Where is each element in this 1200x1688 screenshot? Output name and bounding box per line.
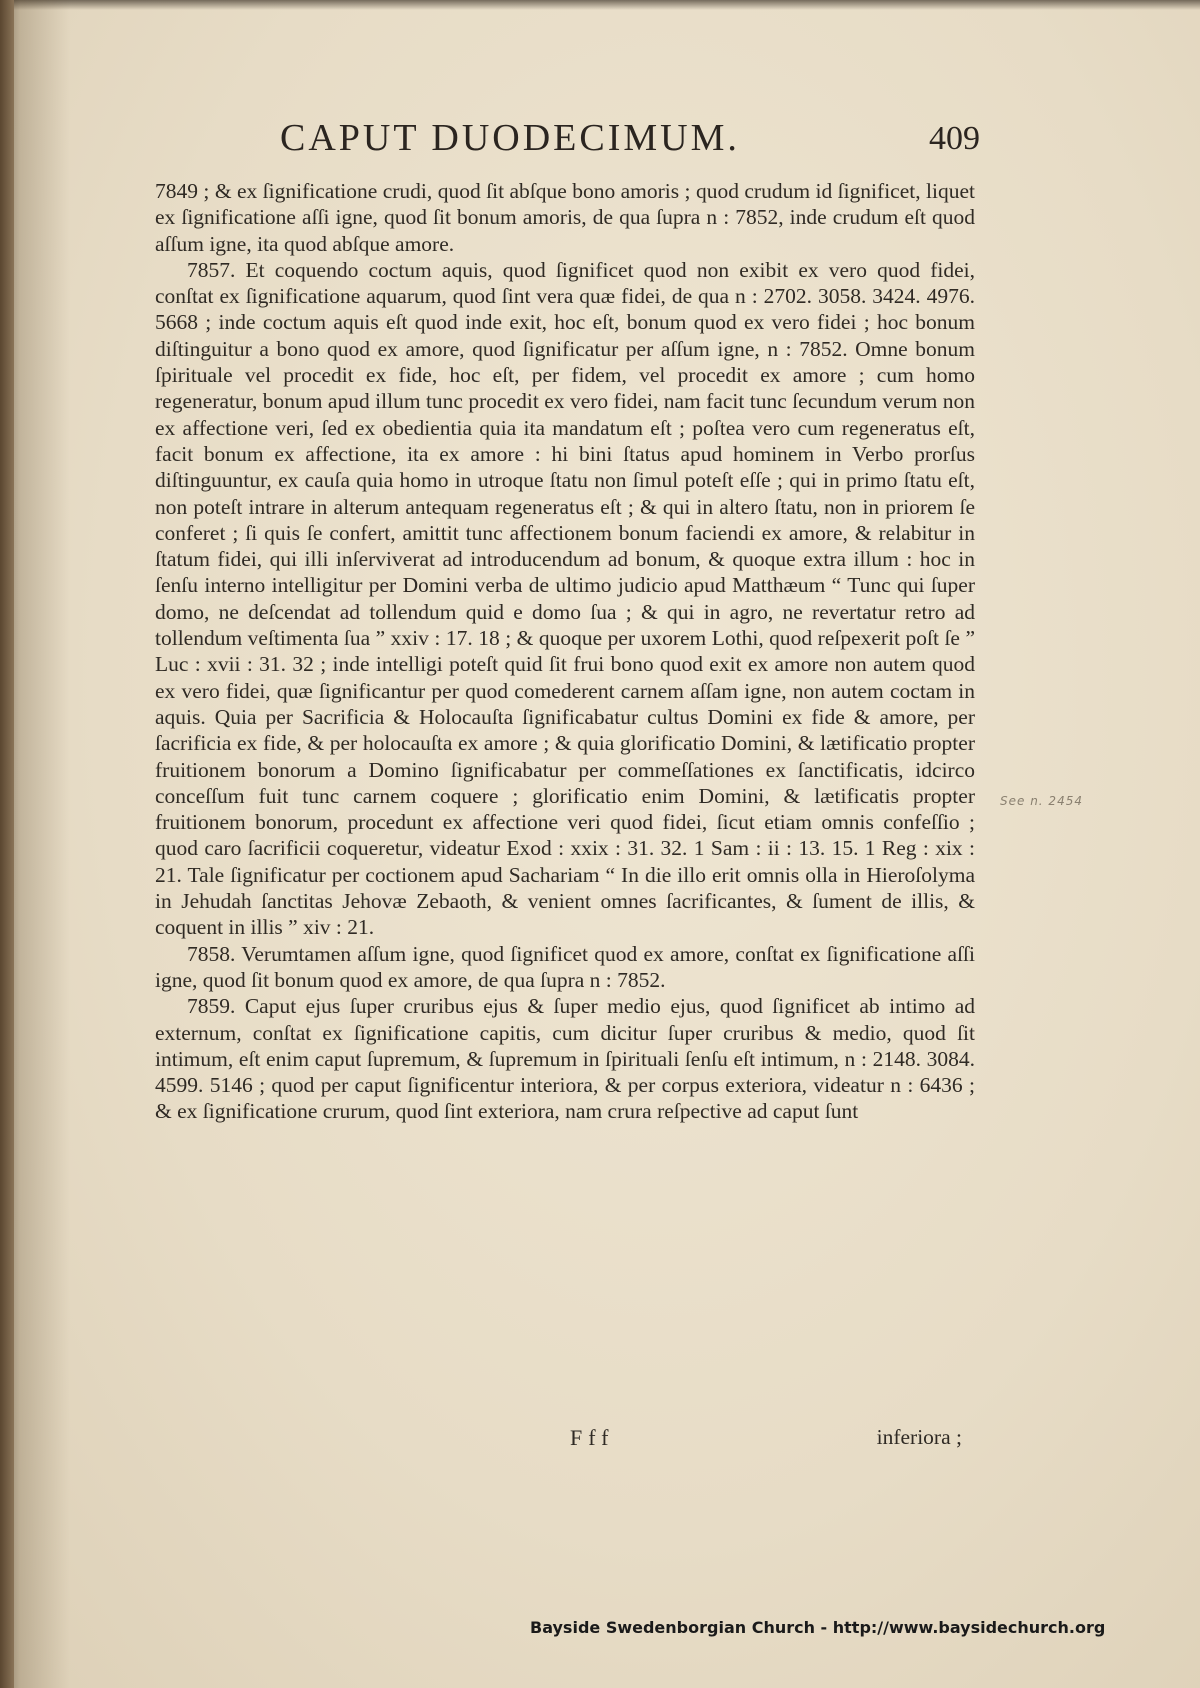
body-text [155, 178, 975, 1125]
signature-mark: Fff [570, 1425, 615, 1450]
book-binding-edge [0, 0, 14, 1688]
paragraph-7859: 7859. Caput ejus ſuper cruribus ejus & ſuper medio ejus, quod ſignificet ab intimo ad externum, conſtat ex ſignificatione capitis, cum dicitur ſuper cruribus & medio, quod ſit intimum, eſt enim caput ſupremum, & ſupremum in ſpirituali ſenſu eſt intimum, n : 2148. 3084. 4599. 5146 ; quod per caput ſignificentur interiora, & per corpus exteriora, videatur n : 6436 ; & ex ſignificatione crurum, quod ſint exteriora, nam crura reſpective ad caput ſunt [155, 994, 975, 1124]
running-title: CAPUT DUODECIMUM. [280, 117, 740, 159]
catchword: inferiora ; [876, 1425, 962, 1449]
source-credit: Bayside Swedenborgian Church - http://www.baysidechurch.org [530, 1618, 1106, 1637]
page-header [150, 116, 980, 166]
paragraph-7857: 7857. Et coquendo coctum aquis, quod ſignificet quod non exibit ex vero quod fidei, conſtat ex ſignificatione aquarum, quod ſint vera quæ fidei, de qua n : 2702. 3058. 3424. 4976. 5668 ; inde coctum aquis eſt quod inde exit, hoc eſt, bonum quod ex vero fidei ; hoc bonum diſtinguitur a bono quod ex amore, quod ſignificatur per aſſum igne, n : 7852. Omne bonum ſpirituale vel procedit ex fide, hoc eſt, per fidem, vel procedit ex amore ; cum homo regeneratur, bonum apud illum tunc procedit ex vero fidei, nam facit tunc ſecundum verum non ex affectione veri, ſed ex obedientia quia ita mandatum eſt ; poſtea vero cum regeneratus eſt, facit bonum ex affectione, ita ex amore : hi bini ſtatus apud hominem in Verbo prorſus diſtinguuntur, ex cauſa quia homo in utroque ſtatu non ſimul poteſt eſſe ; qui in primo ſtatu eſt, non poteſt intrare in alterum antequam regeneratus eſt ; & qui in altero ſtatu, non in priorem ſe conferet ; ſi quis ſe confert, amittit tunc affectionem bonum faciendi ex amore, & relabitur in ſtatum fidei, qui illi inſerviverat ad introducendum ad bonum, & quoque extra illum : hoc in ſenſu interno intelligitur per Domini verba de ultimo judicio apud Matthæum “ Tunc qui ſuper domo, ne deſcendat ad tollendum quid e domo ſua ; & qui in agro, ne revertatur retro ad tollendum veſtimenta ſua ” xxiv : 17. 18 ; & quoque per uxorem Lothi, quod reſpexerit poſt ſe ” Luc : xvii : 31. 32 ; inde intelligi poteſt quid ſit frui bono quod exit ex amore non autem quod ex vero fidei, quæ ſignificantur per quod comederent carnem aſſam igne, non autem coctam in aquis. Quia per Sacrificia & Holocauſta ſignificabatur cultus Domini ex fide & amore, per ſacrificia ex fide, & per holocauſta ex amore ; & quia glorificatio Domini, & lætificatio propter fruitionem bonorum a Domino ſignificabatur per commeſſationes ex ſanctificatis, idcirco conceſſum fuit tunc carnem coquere ; glorificatio enim Domini, & lætificatis propter fruitionem bonorum, procedunt ex affectione veri quod fidei, ſicut etiam omnis confeſſio ; quod caro ſacrificii coqueretur, videatur Exod : xxix : 31. 32. 1 Sam : ii : 13. 15. 1 Reg : xix : 21. Tale ſignificatur per coctionem apud Sachariam “ In die illo erit omnis olla in Hieroſolyma in Jehudah ſanctitas Jehovæ Zebaoth, & venient omnes ſacrificantes, & ſument de illis, & coquent in illis ” xiv : 21. [155, 257, 975, 940]
paragraph-continuation: 7849 ; & ex ſignificatione crudi, quod ſit abſque bono amoris ; quod crudum id ſignificet, liquet ex ſignificatione aſſi igne, quod ſit bonum amoris, de qua ſupra n : 7852, inde crudum eſt quod aſſum igne, ita quod abſque amore. [155, 179, 975, 256]
handwritten-margin-note: See n. 2454 [1000, 794, 1083, 808]
paragraph-7858: 7858. Verumtamen aſſum igne, quod ſignificet quod ex amore, conſtat ex ſignificatione aſſi igne, quod ſit bonum quod ex amore, de qua ſupra n : 7852. [155, 941, 975, 992]
page-number: 409 [929, 120, 980, 157]
